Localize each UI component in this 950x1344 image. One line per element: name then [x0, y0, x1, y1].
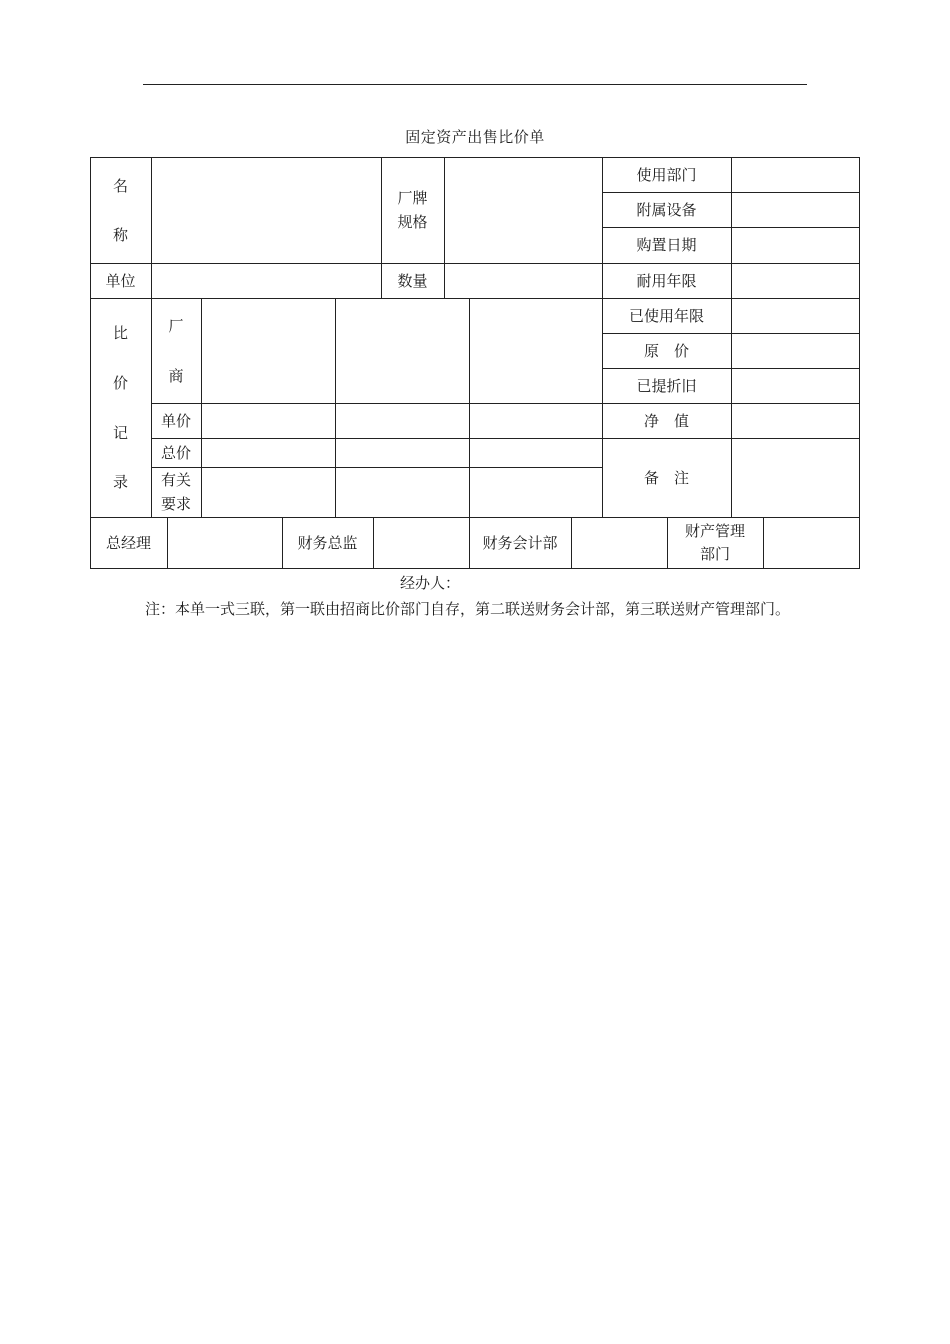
- document-title: 固定资产出售比价单: [405, 128, 545, 146]
- name-label-char-1: 名: [112, 177, 128, 195]
- distribution-note: 注：本单一式三联，第一联由招商比价部门自存，第二联送财务会计部，第三联送财产管理部门。: [145, 600, 791, 618]
- compare-label-char-1: 比: [112, 324, 128, 342]
- compare-label-char-2: 价: [112, 374, 128, 392]
- net-value-label: 净 值: [643, 411, 689, 430]
- col-line: [151, 157, 152, 298]
- compare-label-char-4: 录: [112, 473, 128, 491]
- col-line: [201, 298, 202, 517]
- quantity-label: 数量: [397, 271, 428, 290]
- row-line: [90, 263, 860, 264]
- purchase-date-label: 购置日期: [636, 236, 697, 254]
- accessory-label: 附属设备: [636, 200, 697, 219]
- requirements-label: 有关 要求: [160, 471, 191, 513]
- property-mgmt-label: 财产管理 部门: [684, 522, 745, 563]
- vendor-label-char-2: 商: [168, 367, 184, 385]
- header-rule: [143, 84, 807, 85]
- total-price-label: 总价: [160, 443, 191, 462]
- cfo-label: 财务总监: [297, 533, 358, 552]
- col-line: [763, 517, 764, 568]
- compare-label-char-3: 记: [112, 424, 128, 442]
- col-line: [571, 517, 572, 568]
- table-border-left: [90, 157, 91, 569]
- gm-label: 总经理: [105, 533, 151, 552]
- row-line: [151, 403, 860, 404]
- accounting-label: 财务会计部: [482, 533, 558, 552]
- life-label: 耐用年限: [636, 271, 697, 290]
- orig-price-label: 原 价: [643, 341, 689, 360]
- brand-spec-label: 厂牌 规格: [397, 189, 428, 231]
- col-line: [373, 517, 374, 568]
- table-border-top: [90, 157, 860, 158]
- unit-price-label: 单价: [160, 411, 191, 430]
- row-line: [151, 467, 602, 468]
- handler-label: 经办人：: [400, 574, 461, 592]
- remarks-label: 备 注: [643, 468, 689, 487]
- table-border-bottom: [90, 568, 860, 569]
- name-label-char-2: 称: [112, 226, 128, 244]
- row-line: [90, 298, 860, 299]
- row-line: [151, 438, 860, 439]
- table-border-right: [859, 157, 860, 569]
- col-line: [335, 298, 336, 517]
- dept-label: 使用部门: [636, 165, 697, 184]
- col-line: [469, 298, 470, 517]
- used-years-label: 已使用年限: [628, 306, 704, 325]
- depreciation-label: 已提折旧: [636, 376, 697, 395]
- comparison-form-table: [90, 157, 860, 569]
- col-line: [167, 517, 168, 568]
- col-line: [444, 157, 445, 298]
- unit-label: 单位: [105, 271, 136, 290]
- col-line: [731, 157, 732, 517]
- vendor-label-char-1: 厂: [168, 317, 184, 335]
